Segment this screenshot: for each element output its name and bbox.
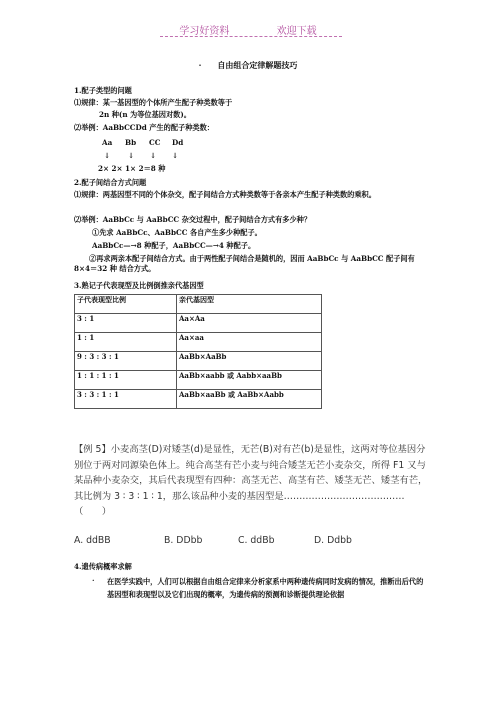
section-2-heading: 2.配子间结合方式问题 (74, 178, 147, 187)
option-a: A. ddBB (74, 535, 111, 546)
table-row (75, 333, 322, 352)
document-title: · 自由组合定律解题技巧 (198, 60, 298, 70)
gene-pair: CC (149, 138, 161, 147)
table-cell-ratio: 3 : 1 (75, 314, 177, 333)
header-right: 欢迎下载 (276, 26, 317, 37)
option-d: D. Ddbb (314, 535, 352, 546)
section-1-rule: ⑴规律：某一基因型的个体所产生配子种类数等于 (74, 98, 233, 107)
table-cell-parents: Aa×Aa (177, 314, 322, 333)
table-cell-parents: Aa×aa (177, 333, 322, 352)
down-arrow-icon: ↓ (150, 151, 157, 160)
down-arrow-icon: ↓ (128, 151, 135, 160)
table-row (75, 314, 322, 333)
gene-pair: Bb (125, 138, 137, 147)
table-row (75, 390, 322, 409)
down-arrow-icon: ↓ (172, 151, 179, 160)
section-4-heading: 4.遗传病概率求解 (74, 562, 132, 571)
page-header (0, 22, 496, 37)
table-row (75, 352, 322, 371)
gene-pair: Aa (102, 138, 113, 147)
table-cell-ratio: 1 : 1 : 1 : 1 (75, 371, 177, 390)
section-2-step-2: ②再求两亲本配子间结合方式。由于两性配子间结合是随机的，因而 AaBbCc 与 AaBbCC 配子间有 8×4＝32 种 结合方式。 (74, 254, 415, 273)
ratio-table (74, 294, 322, 409)
header-left: 学习好资料 (179, 26, 230, 37)
gene-pair: Dd (172, 138, 184, 147)
table-header-row (75, 295, 322, 314)
table-cell-ratio: 9 : 3 : 3 : 1 (75, 352, 177, 371)
section-2-step-1-detail: AaBbCc—→8 种配子，AaBbCC—→4 种配子。 (92, 241, 256, 250)
section-4-text: 在医学实践中，人们可以根据自由组合定律来分析家系中两种遗传病同时发病的情况，推断出后代的基因型和表现型以及它们出现的概率，为遗传病的预测和诊断提供理论依据 (107, 577, 424, 599)
table-cell-ratio: 3 : 3 : 1 : 1 (75, 390, 177, 409)
table-cell-parents: AaBb×AaBb (177, 352, 322, 371)
table-cell-parents: AaBb×aaBb 或 AaBb×Aabb (177, 390, 322, 409)
option-c: C. ddBb (238, 535, 275, 546)
example-5-text: 【例 5】小麦高茎(D)对矮茎(d)是显性，无芒(B)对有芒(b)是显性，这两对等位基因分别位于两对同源染色体上。纯合高茎有芒小麦与纯合矮茎无芒小麦杂交，所得 F1 又与某品种小麦杂交，其后代表现型有四种：高茎无芒、高茎有芒、矮茎无芒、矮茎有芒，其比例为 3 ∶ 3 ∶ 1 ∶ 1，那么该品种小麦的基因型是…………………………………（ ） (74, 444, 428, 517)
bullet-icon: · (92, 576, 95, 585)
section-1-example: ⑵举例：AaBbCCDd 产生的配子种类数： (74, 123, 214, 132)
section-2-example: ⑵举例：AaBbCc 与 AaBbCC 杂交过程中，配子间结合方式有多少种？ (74, 215, 312, 224)
table-cell-parents: AaBb×aabb 或 Aabb×aaBb (177, 371, 322, 390)
table-header-ratio: 子代表现型比例 (75, 295, 177, 314)
section-2-rule: ⑴规律：两基因型不同的个体杂交，配子间结合方式种类数等于各亲本产生配子种类数的乘积。 (74, 190, 376, 199)
section-1-rule-cont: 2n 种(n 为等位基因对数)。 (99, 110, 191, 119)
table-cell-ratio: 1 : 1 (75, 333, 177, 352)
table-header-parents: 亲代基因型 (177, 295, 322, 314)
section-2-step-1: ①先求 AaBbCc、AaBbCC 各自产生多少种配子。 (92, 228, 262, 237)
section-3-heading: 3.熟记子代表现型及比例倒推亲代基因型 (74, 281, 204, 290)
header-divider (160, 36, 342, 37)
option-b: B. DDbb (164, 535, 203, 546)
table-row (75, 371, 322, 390)
section-1-heading: 1.配子类型的问题 (74, 86, 132, 95)
down-arrow-icon: ↓ (104, 151, 111, 160)
section-1-calc: 2× 2× 1× 2＝8 种 (98, 164, 166, 173)
